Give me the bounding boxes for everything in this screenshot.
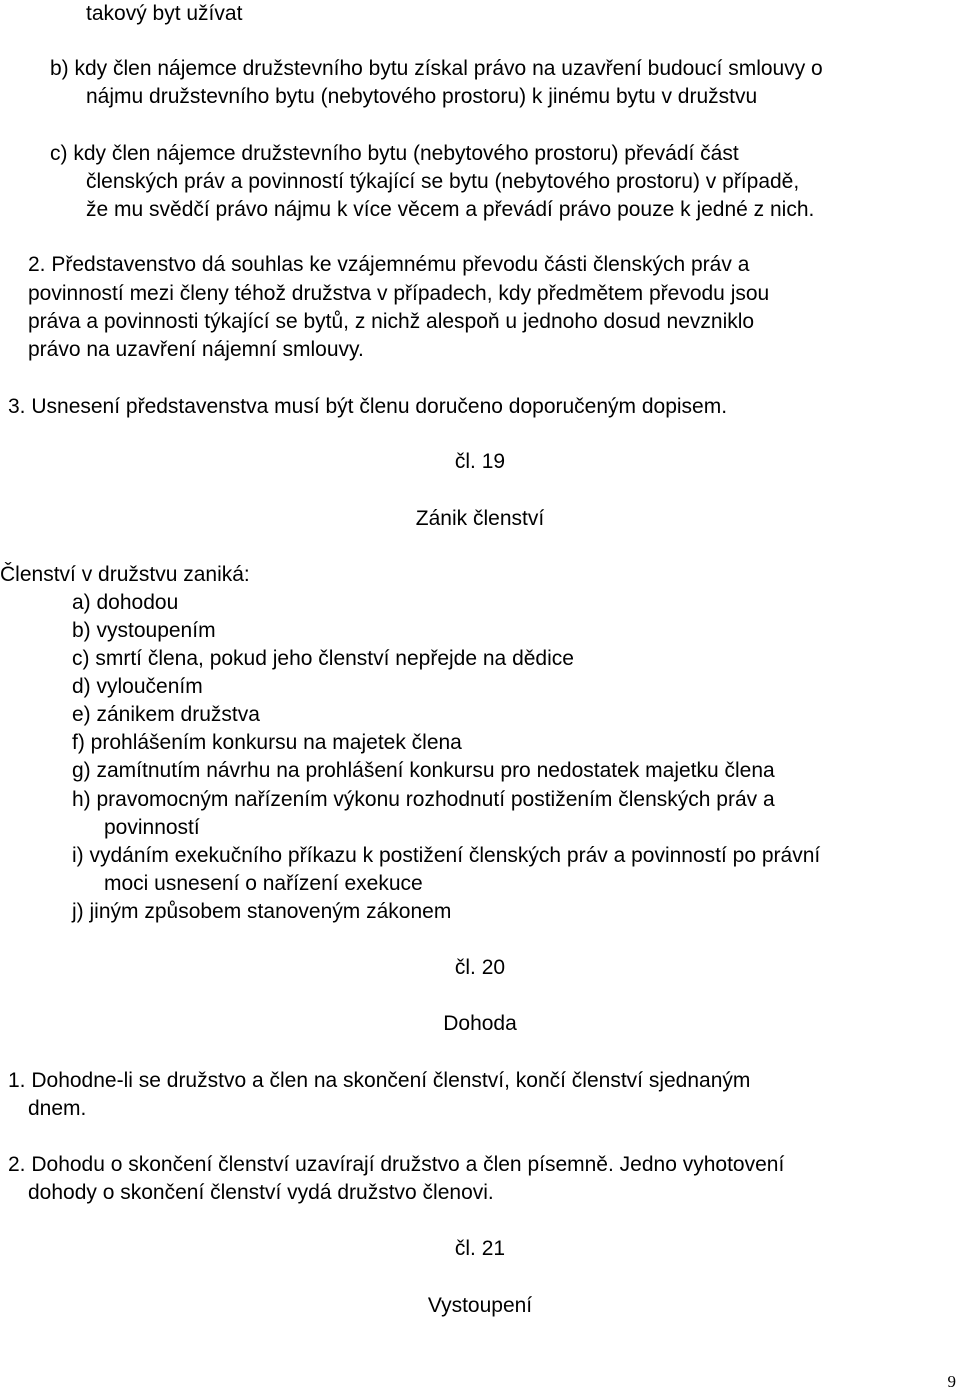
article-20-number: čl. 20 (454, 956, 506, 979)
para2-line4: právo na uzavření nájemní smlouvy. (28, 338, 364, 361)
list-item-h-line1: h) pravomocným nařízením výkonu rozhodnutí postižením členských práv a (72, 788, 775, 811)
list-item-a: a) dohodou (72, 591, 179, 614)
para2-line2: povinností mezi členy téhož družstva v případech, kdy předmětem převodu jsou (28, 282, 770, 305)
list-item-c: c) smrtí člena, pokud jeho členství nepřejde na dědice (72, 647, 574, 670)
list-item-j: j) jiným způsobem stanoveným zákonem (72, 900, 452, 923)
item-b-line1: b) kdy člen nájemce družstevního bytu získal právo na uzavření budoucí smlouvy o (50, 57, 823, 80)
list-item-e: e) zánikem družstva (72, 703, 260, 726)
article-20-title: Dohoda (443, 1012, 517, 1035)
item-c-line3: že mu svědčí právo nájmu k více věcem a převádí právo pouze k jedné z nich. (86, 198, 815, 221)
article-20-para1-line2: dnem. (28, 1097, 87, 1120)
article-20-para2-line1: 2. Dohodu o skončení členství uzavírají družstvo a člen písemně. Jedno vyhotovení (8, 1153, 785, 1176)
article-20-para1-line1: 1. Dohodne-li se družstvo a člen na skončení členství, končí členství sjednaným (8, 1069, 751, 1092)
termination-intro: Členství v družstvu zaniká: (0, 563, 250, 586)
para2-line1: 2. Představenstvo dá souhlas ke vzájemnému převodu části členských práv a (28, 253, 750, 276)
item-c-line2: členských práv a povinností týkající se bytu (nebytového prostoru) v případě, (86, 170, 800, 193)
item-c-line1: c) kdy člen nájemce družstevního bytu (nebytového prostoru) převádí část (50, 142, 739, 165)
text-line: takový byt užívat (86, 2, 243, 25)
list-item-i-line1: i) vydáním exekučního příkazu k postižení členských práv a povinností po právní (72, 844, 821, 867)
article-20-para2-line2: dohody o skončení členství vydá družstvo členovi. (28, 1181, 494, 1204)
list-item-g: g) zamítnutím návrhu na prohlášení konkursu pro nedostatek majetku člena (72, 759, 775, 782)
list-item-f: f) prohlášením konkursu na majetek člena (72, 731, 462, 754)
list-item-b: b) vystoupením (72, 619, 216, 642)
item-b-line2: nájmu družstevního bytu (nebytového prostoru) k jinému bytu v družstvu (86, 85, 758, 108)
list-item-d: d) vyloučením (72, 675, 203, 698)
page-number: 9 (947, 1372, 956, 1391)
para3: 3. Usnesení představenstva musí být členu doručeno doporučeným dopisem. (8, 395, 728, 418)
article-21-title: Vystoupení (427, 1294, 533, 1317)
article-19-title: Zánik členství (415, 507, 545, 530)
list-item-i-line2: moci usnesení o nařízení exekuce (104, 872, 423, 895)
article-19-number: čl. 19 (454, 450, 506, 473)
article-21-number: čl. 21 (454, 1237, 506, 1260)
list-item-h-line2: povinností (104, 816, 200, 839)
para2-line3: práva a povinnosti týkající se bytů, z nichž alespoň u jednoho dosud nevzniklo (28, 310, 755, 333)
